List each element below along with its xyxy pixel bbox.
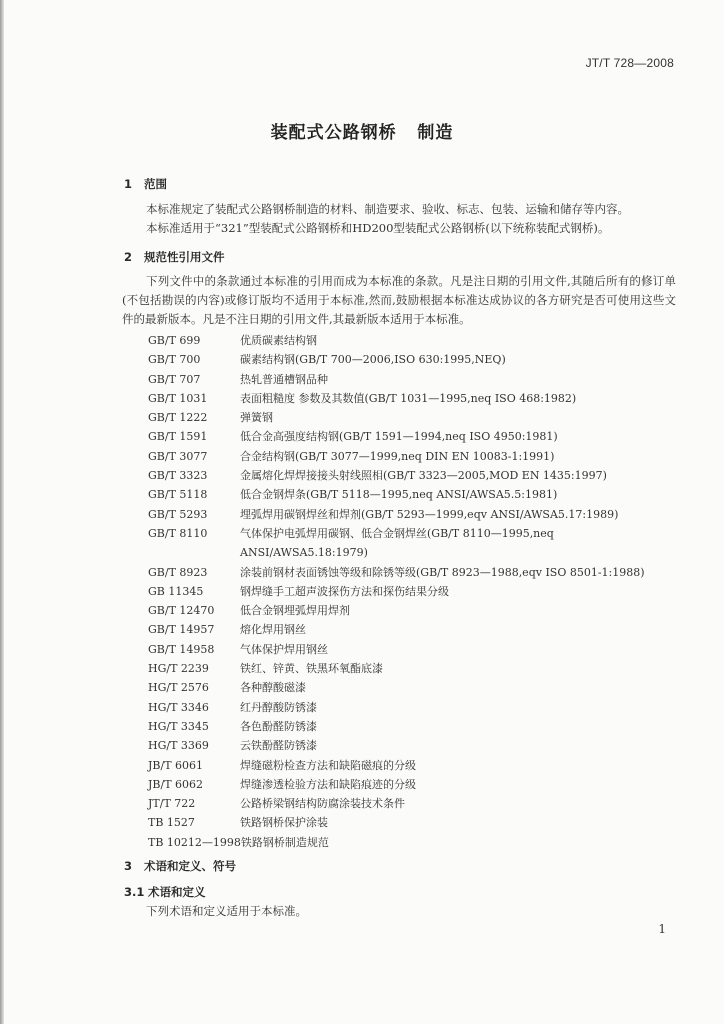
reference-code: GB/T 700 [148, 353, 201, 367]
reference-code: GB/T 8923 [148, 565, 208, 579]
reference-title: 弹簧钢 [240, 411, 273, 425]
reference-title: 低合金钢焊条(GB/T 5118—1995,neq ANSI/AWSA5.5:1981) [240, 488, 558, 502]
reference-code: JB/T 6062 [148, 777, 204, 791]
reference-code: TB 1527 [148, 816, 195, 830]
reference-title: 云铁酚醛防锈漆 [240, 739, 317, 753]
reference-item [148, 640, 678, 659]
paragraph: 本标准适用于“321”型装配式公路钢桥和HD200型装配式公路钢桥(以下统称装配式钢桥)。 [146, 221, 610, 235]
reference-item [148, 563, 678, 582]
section-title: 规范性引用文件 [144, 250, 225, 264]
reference-item [148, 331, 678, 350]
reference-item [148, 698, 678, 717]
reference-code: TB 10212—1998 [148, 835, 241, 849]
reference-item [148, 447, 678, 466]
reference-code: HG/T 3369 [148, 739, 209, 753]
reference-code: HG/T 3346 [148, 700, 209, 714]
normative-references-list [148, 331, 678, 852]
reference-code: GB/T 707 [148, 372, 201, 386]
reference-title: 低合金高强度结构钢(GB/T 1591—1994,neq ISO 4950:1981) [240, 430, 558, 444]
reference-title: 焊缝渗透检验方法和缺陷痕迹的分级 [240, 777, 416, 791]
section-2-intro [122, 272, 676, 329]
reference-item [148, 524, 678, 563]
reference-item [148, 370, 678, 389]
reference-title: 焊缝磁粉检查方法和缺陷磁痕的分级 [240, 758, 416, 772]
reference-title: 铁路钢桥保护涂装 [240, 816, 328, 830]
paragraph: 下列术语和定义适用于本标准。 [146, 904, 307, 918]
reference-title: 埋弧焊用碳钢焊丝和焊剂(GB/T 5293—1999,eqv ANSI/AWSA5.17:1989) [240, 507, 619, 521]
reference-item [148, 794, 678, 813]
reference-code: HG/T 2239 [148, 662, 209, 676]
reference-title: 热轧普通槽钢品种 [240, 372, 328, 386]
reference-item [148, 601, 678, 620]
reference-item [148, 756, 678, 775]
reference-title: 优质碳素结构钢 [240, 334, 317, 347]
reference-code: GB/T 699 [148, 334, 201, 347]
section-title: 术语和定义、符号 [144, 859, 236, 873]
reference-code: GB 11345 [148, 584, 204, 598]
reference-item [148, 427, 678, 446]
section-1-heading [124, 176, 167, 192]
reference-item [148, 717, 678, 736]
reference-title: 碳素结构钢(GB/T 700—2006,ISO 630:1995,NEQ) [240, 353, 506, 367]
reference-title: 气体保护焊用钢丝 [240, 642, 328, 656]
reference-item [148, 813, 678, 832]
reference-item [148, 505, 678, 524]
reference-code: GB/T 5293 [148, 507, 208, 521]
subsection-title: 术语和定义 [148, 885, 206, 899]
reference-code: GB/T 3077 [148, 449, 208, 463]
reference-code: GB/T 1222 [148, 411, 208, 425]
reference-code: GB/T 14958 [148, 642, 215, 656]
reference-title: 涂装前钢材表面锈蚀等级和除锈等级(GB/T 8923—1988,eqv ISO 8501-1:1988) [240, 565, 645, 579]
reference-item [148, 389, 678, 408]
section-number: 2 [124, 250, 133, 264]
reference-title: 铁路钢桥制造规范 [240, 835, 329, 849]
reference-title: 钢焊缝手工超声波探伤方法和探伤结果分级 [240, 584, 449, 598]
reference-title: 各色酚醛防锈漆 [240, 719, 317, 733]
section-number: 1 [124, 177, 133, 191]
reference-code: GB/T 3323 [148, 469, 208, 483]
reference-title: 低合金钢埋弧焊用焊剂 [240, 604, 350, 618]
reference-title: 公路桥梁钢结构防腐涂装技术条件 [240, 797, 405, 811]
document-title: 装配式公路钢桥 制造 [270, 123, 454, 143]
section-2-heading [124, 249, 225, 265]
reference-code: HG/T 2576 [148, 681, 209, 695]
reference-item [148, 485, 678, 504]
reference-code: JB/T 6061 [148, 758, 204, 772]
reference-code: HG/T 3345 [148, 719, 209, 733]
section-title: 范围 [144, 177, 167, 191]
reference-item [148, 678, 678, 697]
reference-item [148, 775, 678, 794]
subsection-3-1-body [122, 902, 674, 921]
reference-item [148, 620, 678, 639]
page-number: 1 [658, 922, 666, 936]
reference-title: 熔化焊用钢丝 [240, 623, 306, 637]
reference-code: GB/T 1591 [148, 430, 208, 444]
reference-code: GB/T 12470 [148, 604, 215, 618]
reference-title: 气体保护电弧焊用碳钢、低合金钢焊丝(GB/T 8110—1995,neq ANSI/AWSA5.18:1979) [240, 526, 554, 560]
reference-item [148, 736, 678, 755]
section-1-body [122, 200, 674, 238]
reference-title: 表面粗糙度 参数及其数值(GB/T 1031—1995,neq ISO 468:1982) [240, 391, 577, 405]
section-3-heading [124, 858, 236, 874]
subsection-number: 3.1 [124, 885, 145, 899]
reference-code: GB/T 5118 [148, 488, 208, 502]
paragraph: 下列文件中的条款通过本标准的引用而成为本标准的条款。凡是注日期的引用文件,其随后所有的修订单(不包括勘误的内容)或修订版均不适用于本标准,然而,鼓励根据本标准达成协议的各方研究是否可使用这些文件的最新版本。凡是不注日期的引用文件,其最新版本适用于本标准。 [122, 274, 676, 326]
section-number: 3 [124, 859, 133, 873]
reference-title: 红丹醇酸防锈漆 [240, 700, 317, 714]
scan-edge [0, 0, 4, 1024]
standard-code: JT/T 728—2008 [585, 56, 674, 70]
reference-title: 合金结构钢(GB/T 3077—1999,neq DIN EN 10083-1:1991) [240, 449, 555, 463]
reference-title: 各种醇酸磁漆 [240, 681, 306, 695]
reference-code: GB/T 1031 [148, 391, 208, 405]
reference-item [148, 350, 678, 369]
reference-item [148, 833, 678, 852]
reference-item [148, 466, 678, 485]
subsection-3-1-heading [124, 884, 206, 900]
reference-code: GB/T 14957 [148, 623, 215, 637]
reference-item [148, 582, 678, 601]
reference-title: 金属熔化焊焊接接头射线照相(GB/T 3323—2005,MOD EN 1435:1997) [240, 469, 607, 483]
reference-code: GB/T 8110 [148, 526, 208, 540]
reference-code: JT/T 722 [148, 797, 196, 811]
reference-title: 铁红、锌黄、铁黑环氧酯底漆 [240, 662, 383, 676]
paragraph: 本标准规定了装配式公路钢桥制造的材料、制造要求、验收、标志、包装、运输和储存等内容。 [146, 202, 629, 216]
reference-item [148, 659, 678, 678]
reference-item [148, 408, 678, 427]
